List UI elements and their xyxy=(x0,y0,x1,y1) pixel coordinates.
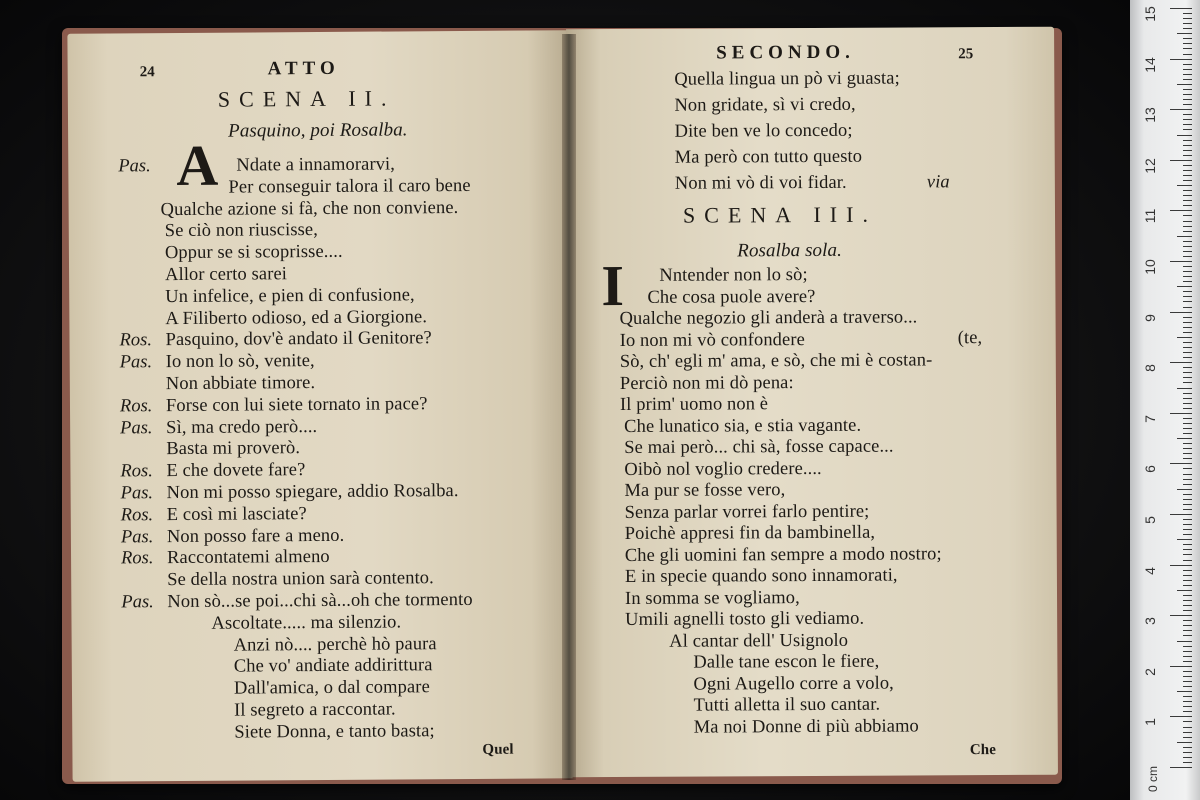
ruler-tick xyxy=(1183,256,1192,257)
ruler-tick xyxy=(1183,737,1192,738)
ruler-tick xyxy=(1183,124,1192,125)
verse-line: Ogni Augello corre a volo, xyxy=(693,673,894,695)
ruler-tick xyxy=(1170,615,1192,616)
ruler-tick xyxy=(1183,474,1192,475)
verse-line: Non gridate, sì vi credo, xyxy=(674,94,856,116)
ruler-tick xyxy=(1183,18,1192,19)
ruler-tick xyxy=(1183,69,1192,70)
verse-line: Nntender non lo sò; xyxy=(659,265,808,286)
ruler-tick xyxy=(1183,484,1192,485)
ruler-tick xyxy=(1183,661,1192,662)
ruler-number: 3 xyxy=(1142,617,1158,626)
ruler-tick xyxy=(1170,565,1192,566)
ruler-tick xyxy=(1177,742,1192,743)
ruler-tick xyxy=(1170,261,1192,262)
ruler-tick xyxy=(1170,312,1192,313)
verse-line: Non sò...se poi...chi sà...oh che tormento xyxy=(167,589,473,613)
ruler-tick xyxy=(1183,585,1192,586)
ruler-tick xyxy=(1183,443,1192,444)
verse-line: E in specie quando sono innamorati, xyxy=(624,565,898,587)
ruler-tick xyxy=(1183,119,1192,120)
right-page xyxy=(566,27,1058,778)
ruler-tick xyxy=(1177,438,1192,439)
verse-line: Per conseguir talora il caro bene xyxy=(228,175,471,198)
ruler-tick xyxy=(1183,721,1192,722)
ruler-tick xyxy=(1183,519,1192,520)
ruler-tick xyxy=(1183,600,1192,601)
page-number: 24 xyxy=(139,64,155,81)
verse-line: Ascoltate..... ma silenzio. xyxy=(211,612,402,634)
ruler-number: 5 xyxy=(1142,516,1158,524)
left-page xyxy=(67,30,572,781)
ruler-tick xyxy=(1170,413,1192,414)
ruler-tick xyxy=(1177,135,1192,136)
ruler-tick xyxy=(1183,266,1192,267)
ruler-tick xyxy=(1183,13,1192,14)
ruler-tick xyxy=(1183,74,1192,75)
verse-line: Che cosa puole avere? xyxy=(647,286,816,308)
verse-line: Al cantar dell' Usignolo xyxy=(669,630,849,652)
ruler-tick xyxy=(1183,332,1192,333)
ruler-tick xyxy=(1183,94,1192,95)
ruler-tick xyxy=(1183,352,1192,353)
verse-line: Senza parlar vorrei farlo pentire; xyxy=(624,501,870,523)
ruler-tick xyxy=(1183,524,1192,525)
verse-line: Se ciò non riuscisse, xyxy=(164,220,319,242)
verse-line: A Filiberto odioso, ed a Giorgione. xyxy=(165,306,428,329)
ruler-tick xyxy=(1170,210,1192,211)
ruler-number: 15 xyxy=(1142,6,1158,22)
ruler-tick xyxy=(1183,357,1192,358)
turnover-fragment: (te, xyxy=(957,328,983,349)
ruler-tick xyxy=(1183,398,1192,399)
ruler-tick xyxy=(1183,696,1192,697)
ruler-tick xyxy=(1183,479,1192,480)
verse-line: Che lunatico sia, e stia vagante. xyxy=(624,415,862,437)
verse-line: Allor certo sarei xyxy=(165,264,288,286)
ruler-tick xyxy=(1183,38,1192,39)
ruler-tick xyxy=(1177,33,1192,34)
ruler-tick xyxy=(1183,408,1192,409)
ruler-tick xyxy=(1183,64,1192,65)
ruler-tick xyxy=(1170,362,1192,363)
ruler-tick xyxy=(1183,757,1192,758)
running-head: ATTO xyxy=(267,57,340,80)
ruler-tick xyxy=(1183,701,1192,702)
ruler-number: 8 xyxy=(1142,364,1158,373)
ruler-tick xyxy=(1183,656,1192,657)
ruler-tick xyxy=(1183,676,1192,677)
ruler-tick xyxy=(1183,43,1192,44)
ruler-tick xyxy=(1183,727,1192,728)
ruler-tick xyxy=(1183,671,1192,672)
verse-line: Dall'amica, o dal compare xyxy=(233,677,430,699)
verse-line: Io non lo sò, venite, xyxy=(165,351,315,373)
ruler-tick xyxy=(1183,79,1192,80)
ruler-tick xyxy=(1170,8,1192,9)
ruler-tick xyxy=(1183,458,1192,459)
ruler-tick xyxy=(1183,23,1192,24)
ruler-tick xyxy=(1183,276,1192,277)
ruler-tick xyxy=(1183,706,1192,707)
ruler-tick xyxy=(1183,155,1192,156)
verse-line: Sò, ch' egli m' ama, e sò, che mi è costan- xyxy=(619,350,933,373)
verse-line: Non posso fare a meno. xyxy=(166,525,345,547)
speaker-label: Ros. xyxy=(120,461,153,482)
ruler-tick xyxy=(1183,165,1192,166)
ruler-number: 14 xyxy=(1142,56,1158,73)
ruler-tick xyxy=(1183,554,1192,555)
verse-line: Tutti alletta il suo cantar. xyxy=(693,694,881,716)
verse-line: Quella lingua un pò vi guasta; xyxy=(674,68,900,90)
ruler-tick xyxy=(1183,544,1192,545)
ruler-tick xyxy=(1183,711,1192,712)
verse-line: Sì, ma credo però.... xyxy=(166,416,318,438)
ruler-tick xyxy=(1183,403,1192,404)
speaker-label: Pas. xyxy=(119,352,153,373)
ruler-tick xyxy=(1183,200,1192,201)
ruler-tick xyxy=(1183,114,1192,115)
ruler-tick xyxy=(1183,468,1192,469)
ruler-tick xyxy=(1183,48,1192,49)
measuring-ruler xyxy=(1130,0,1200,800)
verse-line: Dalle tane escon le fiere, xyxy=(693,651,880,673)
ruler-tick xyxy=(1177,691,1192,692)
ruler-tick xyxy=(1183,281,1192,282)
scene-subtitle: Pasquino, poi Rosalba. xyxy=(228,119,408,142)
ruler-tick xyxy=(1183,215,1192,216)
ruler-number: 10 xyxy=(1142,259,1158,275)
verse-line: Ma noi Donne di più abbiamo xyxy=(693,715,919,738)
ruler-tick xyxy=(1183,620,1192,621)
ruler-tick xyxy=(1183,322,1192,323)
ruler-tick xyxy=(1183,221,1192,222)
ruler-tick xyxy=(1170,59,1192,60)
ruler-tick xyxy=(1170,666,1192,667)
ruler-tick xyxy=(1177,286,1192,287)
ruler-tick xyxy=(1183,494,1192,495)
verse-line: Che gli uomini fan sempre a modo nostro; xyxy=(624,543,942,566)
running-head: SECONDO. xyxy=(716,41,855,64)
ruler-number: 12 xyxy=(1142,158,1158,174)
verse-line: Anzi nò.... perchè hò paura xyxy=(233,633,437,656)
ruler-tick xyxy=(1183,610,1192,611)
ruler-tick xyxy=(1183,377,1192,378)
ruler-tick xyxy=(1183,630,1192,631)
verse-line: Pasquino, dov'è andato il Genitore? xyxy=(165,328,432,351)
book-gutter xyxy=(562,34,576,780)
verse-line: Dite ben ve lo concedo; xyxy=(674,120,853,142)
ruler-tick xyxy=(1183,140,1192,141)
speaker-label: Pas. xyxy=(120,417,153,438)
ruler-tick xyxy=(1183,104,1192,105)
verse-line: Forse con lui siete tornato in pace? xyxy=(165,394,428,416)
ruler-tick xyxy=(1183,762,1192,763)
ruler-tick xyxy=(1183,291,1192,292)
drop-cap: I xyxy=(601,252,625,319)
ruler-tick xyxy=(1183,307,1192,308)
ruler-tick xyxy=(1183,686,1192,687)
ruler-tick xyxy=(1183,246,1192,247)
verse-line: Qualche negozio gli anderà a traverso... xyxy=(619,307,918,330)
ruler-tick xyxy=(1183,180,1192,181)
ruler-tick xyxy=(1183,560,1192,561)
drop-cap: A xyxy=(176,132,219,198)
ruler-tick xyxy=(1183,651,1192,652)
ruler-tick xyxy=(1183,170,1192,171)
speaker-label: Pas. xyxy=(120,483,154,504)
scene-heading: SCENA II. xyxy=(217,85,396,112)
ruler-tick xyxy=(1183,271,1192,272)
open-book xyxy=(62,22,1062,792)
ruler-tick xyxy=(1183,150,1192,151)
page-number: 25 xyxy=(958,46,974,63)
scene-subtitle: Rosalba sola. xyxy=(737,239,843,262)
ruler-tick xyxy=(1183,241,1192,242)
ruler-unit-label: 0 cm xyxy=(1146,765,1161,793)
ruler-tick xyxy=(1183,580,1192,581)
ruler-tick xyxy=(1170,514,1192,515)
speaker-label: Pas. xyxy=(118,156,151,177)
ruler-tick xyxy=(1183,205,1192,206)
ruler-tick xyxy=(1170,463,1192,464)
ruler-tick xyxy=(1183,89,1192,90)
ruler-number: 4 xyxy=(1142,566,1158,575)
ruler-tick xyxy=(1183,382,1192,383)
verse-line: Ma però con tutto questo xyxy=(674,146,863,168)
verse-line: Un infelice, e pien di confusione, xyxy=(165,285,415,307)
ruler-tick xyxy=(1177,539,1192,540)
ruler-tick xyxy=(1177,337,1192,338)
ruler-tick xyxy=(1183,752,1192,753)
ruler-tick xyxy=(1183,499,1192,500)
ruler-tick xyxy=(1170,109,1192,110)
ruler-tick xyxy=(1183,504,1192,505)
ruler-tick xyxy=(1183,347,1192,348)
speaker-label: Pas. xyxy=(120,526,154,547)
ruler-tick xyxy=(1177,641,1192,642)
verse-line: In somma se vogliamo, xyxy=(624,587,800,609)
verse-line: Il segreto a raccontar. xyxy=(234,699,396,721)
ruler-tick xyxy=(1183,367,1192,368)
verse-line: Se della nostra union sarà contento. xyxy=(167,568,434,591)
ruler-tick xyxy=(1183,529,1192,530)
ruler-tick xyxy=(1183,747,1192,748)
ruler-number: 7 xyxy=(1142,414,1158,423)
verse-line: Non mi vò di voi fidar. xyxy=(674,172,847,194)
ruler-number: 13 xyxy=(1142,107,1158,123)
verse-line: Oppur se si scoprisse.... xyxy=(164,242,343,264)
catchword: Che xyxy=(969,742,997,759)
verse-line: Poichè appresi fin da bambinella, xyxy=(624,522,876,544)
ruler-tick xyxy=(1183,534,1192,535)
ruler-tick xyxy=(1183,145,1192,146)
speaker-label: Ros. xyxy=(120,548,154,569)
ruler-tick xyxy=(1183,423,1192,424)
ruler-tick xyxy=(1183,301,1192,302)
ruler-tick xyxy=(1183,372,1192,373)
stage-direction-exit: via xyxy=(926,172,950,193)
ruler-number: 11 xyxy=(1142,209,1158,224)
ruler-tick xyxy=(1183,646,1192,647)
ruler-tick xyxy=(1183,195,1192,196)
verse-line: Il prim' uomo non è xyxy=(619,394,769,416)
scene-heading: SCENA III. xyxy=(682,201,877,228)
ruler-tick xyxy=(1183,296,1192,297)
ruler-tick xyxy=(1183,54,1192,55)
ruler-tick xyxy=(1183,605,1192,606)
ruler-tick xyxy=(1170,767,1192,768)
verse-line: Qualche azione si fà, che non conviene. xyxy=(160,197,459,220)
verse-line: Non abbiate timore. xyxy=(165,373,316,395)
ruler-tick xyxy=(1183,625,1192,626)
verse-line: Siete Donna, e tanto basta; xyxy=(234,721,435,743)
verse-line: Raccontatemi almeno xyxy=(166,547,330,569)
ruler-tick xyxy=(1177,489,1192,490)
verse-line: Umili agnelli tosto gli vediamo. xyxy=(625,608,865,630)
ruler-tick xyxy=(1183,428,1192,429)
ruler-tick xyxy=(1183,175,1192,176)
verse-line: Se mai però... chi sà, fosse capace... xyxy=(624,436,894,458)
verse-line: Io non mi vò confondere xyxy=(619,329,805,351)
ruler-number: 2 xyxy=(1142,667,1158,676)
ruler-tick xyxy=(1183,570,1192,571)
ruler-tick xyxy=(1183,681,1192,682)
catchword: Quel xyxy=(482,741,514,758)
ruler-tick xyxy=(1183,453,1192,454)
ruler-tick xyxy=(1177,590,1192,591)
verse-line: Perciò non mi dò pena: xyxy=(619,372,794,394)
ruler-number: 6 xyxy=(1142,465,1158,474)
speaker-label: Ros. xyxy=(119,330,152,351)
ruler-tick xyxy=(1183,509,1192,510)
ruler-tick xyxy=(1183,190,1192,191)
verse-line: Ma pur se fosse vero, xyxy=(624,480,786,501)
ruler-tick xyxy=(1177,185,1192,186)
verse-line: Basta mi proverò. xyxy=(166,438,301,460)
ruler-tick xyxy=(1170,716,1192,717)
ruler-tick xyxy=(1177,84,1192,85)
ruler-tick xyxy=(1183,635,1192,636)
ruler-tick xyxy=(1183,732,1192,733)
ruler-tick xyxy=(1183,28,1192,29)
ruler-tick xyxy=(1183,226,1192,227)
ruler-tick xyxy=(1183,595,1192,596)
verse-line: Ndate a innamorarvi, xyxy=(236,154,396,176)
speaker-label: Ros. xyxy=(120,504,154,526)
ruler-tick xyxy=(1183,549,1192,550)
ruler-tick xyxy=(1183,317,1192,318)
ruler-number: 9 xyxy=(1142,313,1158,322)
ruler-tick xyxy=(1183,99,1192,100)
ruler-tick xyxy=(1183,251,1192,252)
ruler-tick xyxy=(1183,433,1192,434)
ruler-tick xyxy=(1183,231,1192,232)
verse-line: Oibò nol voglio credere.... xyxy=(624,458,822,480)
verse-line: E che dovete fare? xyxy=(166,460,306,482)
ruler-tick xyxy=(1183,418,1192,419)
ruler-tick xyxy=(1183,129,1192,130)
ruler-number: 1 xyxy=(1142,718,1158,727)
ruler-tick xyxy=(1183,575,1192,576)
ruler-tick xyxy=(1183,393,1192,394)
verse-line: Non mi posso spiegare, addio Rosalba. xyxy=(166,481,459,504)
ruler-tick xyxy=(1183,448,1192,449)
speaker-label: Pas. xyxy=(121,592,154,613)
verse-line: Che vo' andiate addirittura xyxy=(233,655,433,677)
ruler-tick xyxy=(1177,388,1192,389)
ruler-tick xyxy=(1183,342,1192,343)
ruler-tick xyxy=(1170,160,1192,161)
verse-line: E così mi lasciate? xyxy=(166,503,307,525)
ruler-tick xyxy=(1177,236,1192,237)
speaker-label: Ros. xyxy=(119,395,153,417)
ruler-tick xyxy=(1183,327,1192,328)
